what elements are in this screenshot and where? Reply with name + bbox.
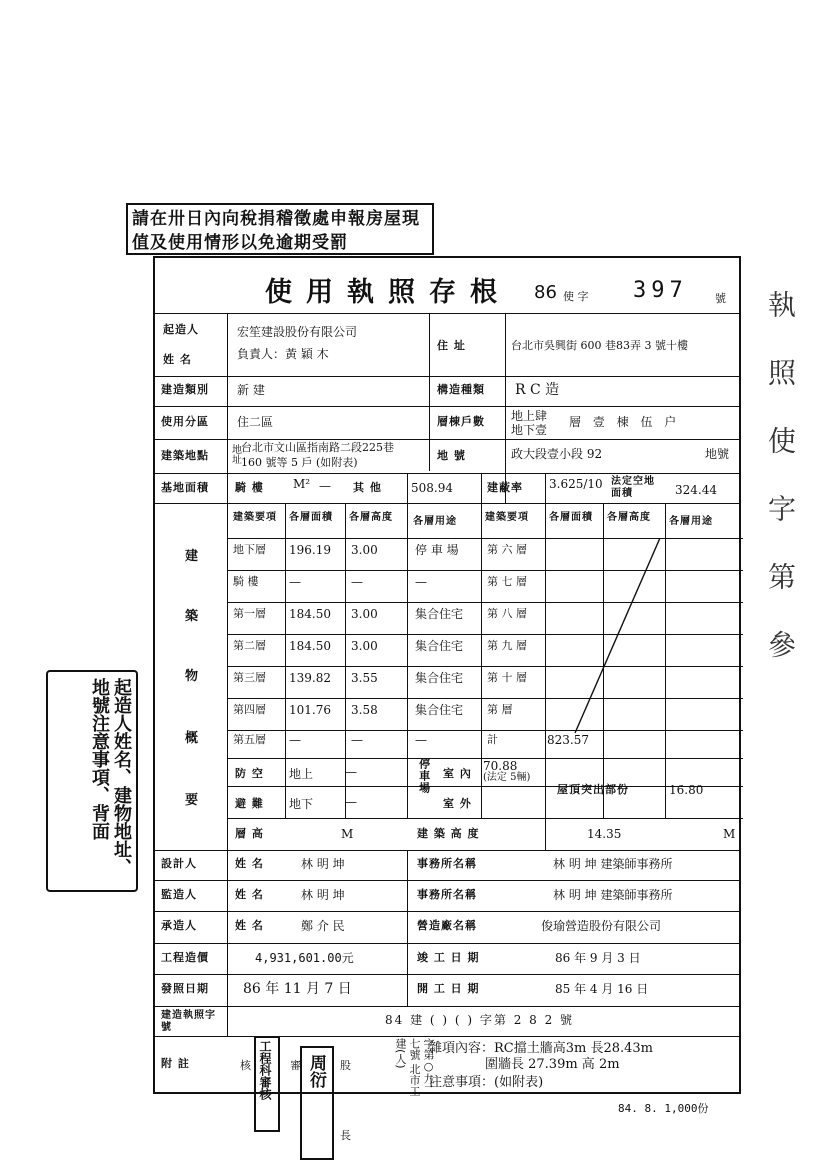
arcade-value: — (319, 479, 331, 493)
side-label-1: 建 (185, 549, 200, 564)
other-value: 508.94 (411, 481, 453, 495)
floor-height-label: 層 高 (235, 827, 264, 840)
shelter-label-2: 避 難 (235, 797, 264, 810)
floor-name: 騎 樓 (233, 575, 259, 588)
builder-label: 起造人 (163, 323, 199, 336)
floor-height: — (351, 733, 363, 747)
license-hao: 號 (715, 292, 726, 305)
parking-out-label: 室 外 (443, 797, 472, 810)
supervisor-name: 林 明 坤 (301, 888, 345, 902)
floor-name: 第二層 (233, 639, 266, 652)
builder-name-label: 姓 名 (163, 353, 192, 366)
floor-area: — (289, 575, 301, 589)
floor-area: 184.50 (289, 607, 331, 621)
floor-name: 第一層 (233, 607, 266, 620)
supervisor-label: 監造人 (161, 888, 197, 901)
contractor-name: 鄭 介 民 (301, 919, 345, 933)
structure: R C 造 (515, 382, 560, 398)
designer-name-label: 姓 名 (235, 857, 264, 870)
floor-total-area: 823.57 (547, 733, 589, 747)
license-zi: 使 字 (563, 290, 589, 303)
shelter-down: 地下 (289, 797, 314, 811)
contractor-label: 承造人 (161, 919, 197, 932)
side-label-2: 築 (185, 609, 200, 624)
building-height-label: 建 築 高 度 (417, 827, 480, 840)
note-label-4: 長 (340, 1129, 351, 1142)
builder-address-label: 住 址 (437, 339, 466, 352)
permit-label: 建造執照字號 (161, 1010, 216, 1033)
builder-address: 台北市吳興街 600 巷83弄 3 號十樓 (511, 339, 688, 352)
review-stamp (254, 1036, 280, 1132)
contractor-office: 俊瑜營造股份有限公司 (541, 919, 662, 933)
designer-office: 林 明 坤 建築師事務所 (553, 857, 673, 871)
notice-stamp: 請在卅日內向稅捐稽徵處申報房屋現值及使用情形以免逾期受罰 (126, 203, 434, 255)
floor-name-upper: 第 六 層 (487, 543, 527, 556)
print-footer: 84. 8. 1,000份 (618, 1102, 709, 1115)
completion-label: 竣 工 日 期 (417, 951, 480, 964)
zone: 住二區 (237, 415, 274, 429)
structure-label: 構造種類 (437, 383, 485, 396)
floor-name-upper: 計 (487, 733, 498, 746)
coverage-value: 3.625/10 (549, 477, 603, 491)
floor-use: — (415, 733, 427, 747)
floor-name: 第三層 (233, 671, 266, 684)
floors-rest: 層 壹 棟 伍 户 (569, 415, 681, 429)
land-label: 地 號 (437, 449, 466, 462)
start-date: 85 年 4 月 16 日 (555, 982, 649, 996)
notes-misc: 雜項內容：RC擋土牆高3m 長28.43m (429, 1041, 654, 1056)
seal-stamp (300, 1046, 334, 1160)
right-edge-text: 執照使字第參 (764, 290, 797, 698)
floor-name: 第五層 (233, 733, 266, 746)
zone-label: 使用分區 (161, 415, 209, 428)
permit-value: 84 建 ( ) ( ) 字第 2 8 2 號 (385, 1013, 575, 1027)
shelter-up: 地上 (289, 767, 314, 781)
builder-rep: 負責人：黃 穎 木 (237, 347, 329, 361)
license-year: 86 (534, 282, 557, 303)
hdr-area-1: 各層面積 (289, 512, 333, 523)
roof-value: 16.80 (669, 783, 704, 797)
issue-date: 86 年 11 月 7 日 (243, 981, 352, 997)
floor-height: 3.00 (351, 639, 378, 653)
supervisor-office-label: 事務所名稱 (417, 888, 477, 901)
floor-height: — (351, 575, 363, 589)
issue-label: 發照日期 (161, 982, 209, 995)
floor-name: 地下層 (233, 543, 266, 556)
hdr-height-1: 各層高度 (349, 512, 393, 523)
notes-attention: 注意事項：(如附表) (429, 1075, 544, 1090)
form-title-row (155, 258, 739, 314)
note-label-2: 審 (290, 1059, 301, 1072)
floor-height: 3.55 (351, 671, 378, 685)
parking-in-value: 70.88 (483, 759, 518, 773)
floor-use: 集合住宅 (415, 639, 464, 653)
builder-company: 宏笙建設股份有限公司 (237, 325, 358, 339)
floors-down: 地下壹 (511, 423, 548, 437)
floor-name-upper: 第 八 層 (487, 607, 527, 620)
completion-date: 86 年 9 月 3 日 (555, 951, 641, 965)
hdr-use-2: 各層用途 (669, 516, 713, 527)
parking-label: 停車場 (417, 758, 431, 794)
floor-height-value: M (341, 827, 354, 841)
site-address-1: 台北市文山區指南路二段225巷 (241, 441, 394, 454)
hdr-area-2: 各層面積 (549, 512, 593, 523)
designer-label: 設計人 (161, 857, 197, 870)
floor-name: 第四層 (233, 703, 266, 716)
area-label: 基地面積 (161, 481, 209, 494)
shelter-down-dash: — (345, 795, 357, 809)
form-title: 使用執照存根 (265, 277, 511, 308)
arcade-unit: M² (293, 477, 311, 491)
parking-in-note: (法定 5輛) (483, 772, 531, 783)
hdr-use-1: 各層用途 (413, 516, 457, 527)
cross-out-line (545, 538, 665, 738)
hdr-item-1: 建築要項 (233, 512, 277, 523)
shelter-up-dash: — (345, 765, 357, 779)
notes-vertical-text: 字第○九二七號 北市工建(人) (394, 1038, 435, 1097)
seal-stamp-text: 周衍 (306, 1054, 326, 1088)
supervisor-office: 林 明 坤 建築師事務所 (553, 888, 673, 902)
note-label-3: 股 (340, 1059, 351, 1072)
cost-value: 4,931,601.00元 (255, 951, 354, 965)
arcade-label: 騎 樓 (235, 481, 264, 494)
start-label: 開 工 日 期 (417, 982, 480, 995)
building-height-unit: M (723, 827, 736, 841)
floor-name-upper: 第 十 層 (487, 671, 527, 684)
floors-label: 層棟戶數 (437, 415, 485, 428)
side-label-3: 物 (185, 669, 200, 684)
other-label: 其 他 (353, 481, 382, 494)
building-height-value: 14.35 (587, 827, 622, 841)
contractor-office-label: 營造廠名稱 (417, 919, 477, 932)
floor-use: 停 車 場 (415, 543, 459, 557)
floor-name-upper: 第 九 層 (487, 639, 527, 652)
floor-use: 集合住宅 (415, 703, 464, 717)
site-prefix: 地址 (229, 444, 241, 464)
coverage-label: 建蔽率 (487, 481, 523, 494)
floor-area: 101.76 (289, 703, 331, 717)
build-type: 新 建 (237, 383, 265, 397)
floor-height: 3.00 (351, 607, 378, 621)
designer-office-label: 事務所名稱 (417, 857, 477, 870)
floor-area: 139.82 (289, 671, 331, 685)
site-label: 建築地點 (161, 449, 209, 462)
parking-in-label: 室 內 (443, 767, 472, 780)
side-label-5: 要 (185, 793, 200, 808)
floor-use: 集合住宅 (415, 671, 464, 685)
left-note-stamp: 起造人姓名、建物地址、地號注意事項、背面 (46, 670, 138, 892)
contractor-name-label: 姓 名 (235, 919, 264, 932)
build-type-label: 建造類別 (161, 383, 209, 396)
floor-area: — (289, 733, 301, 747)
land-number: 政大段壹小段 92 (511, 447, 603, 461)
side-label-4: 概 (185, 731, 200, 746)
shelter-label-1: 防 空 (235, 767, 264, 780)
roof-label: 屋頂突出部份 (557, 783, 629, 796)
land-suffix: 地號 (705, 447, 730, 461)
designer-name: 林 明 坤 (301, 857, 345, 871)
floor-height: 3.00 (351, 543, 378, 557)
review-stamp-text: 工程科審核 (258, 1040, 272, 1100)
site-address-2: 160 號等 5 戶 (如附表) (241, 456, 358, 469)
legal-open-value: 324.44 (675, 483, 717, 497)
floor-use: — (415, 575, 427, 589)
floor-area: 184.50 (289, 639, 331, 653)
floor-name-upper: 第 七 層 (487, 575, 527, 588)
supervisor-name-label: 姓 名 (235, 888, 264, 901)
floors-up: 地上肆 (511, 409, 548, 423)
license-number: 397 (633, 278, 688, 303)
cost-label: 工程造價 (161, 951, 209, 964)
floor-use: 集合住宅 (415, 607, 464, 621)
floor-name-upper: 第 層 (487, 703, 513, 716)
floor-height: 3.58 (351, 703, 378, 717)
hdr-item-2: 建築要項 (485, 512, 529, 523)
license-stub-form (153, 256, 741, 1097)
legal-open-label: 法定空地面積 (611, 476, 655, 499)
note-label-1: 核 (240, 1059, 251, 1072)
notes-misc-2: 圍牆長 27.39m 高 2m (485, 1057, 620, 1072)
hdr-height-2: 各層高度 (607, 512, 651, 523)
floor-area: 196.19 (289, 543, 331, 557)
notes-label: 附 註 (161, 1057, 190, 1070)
